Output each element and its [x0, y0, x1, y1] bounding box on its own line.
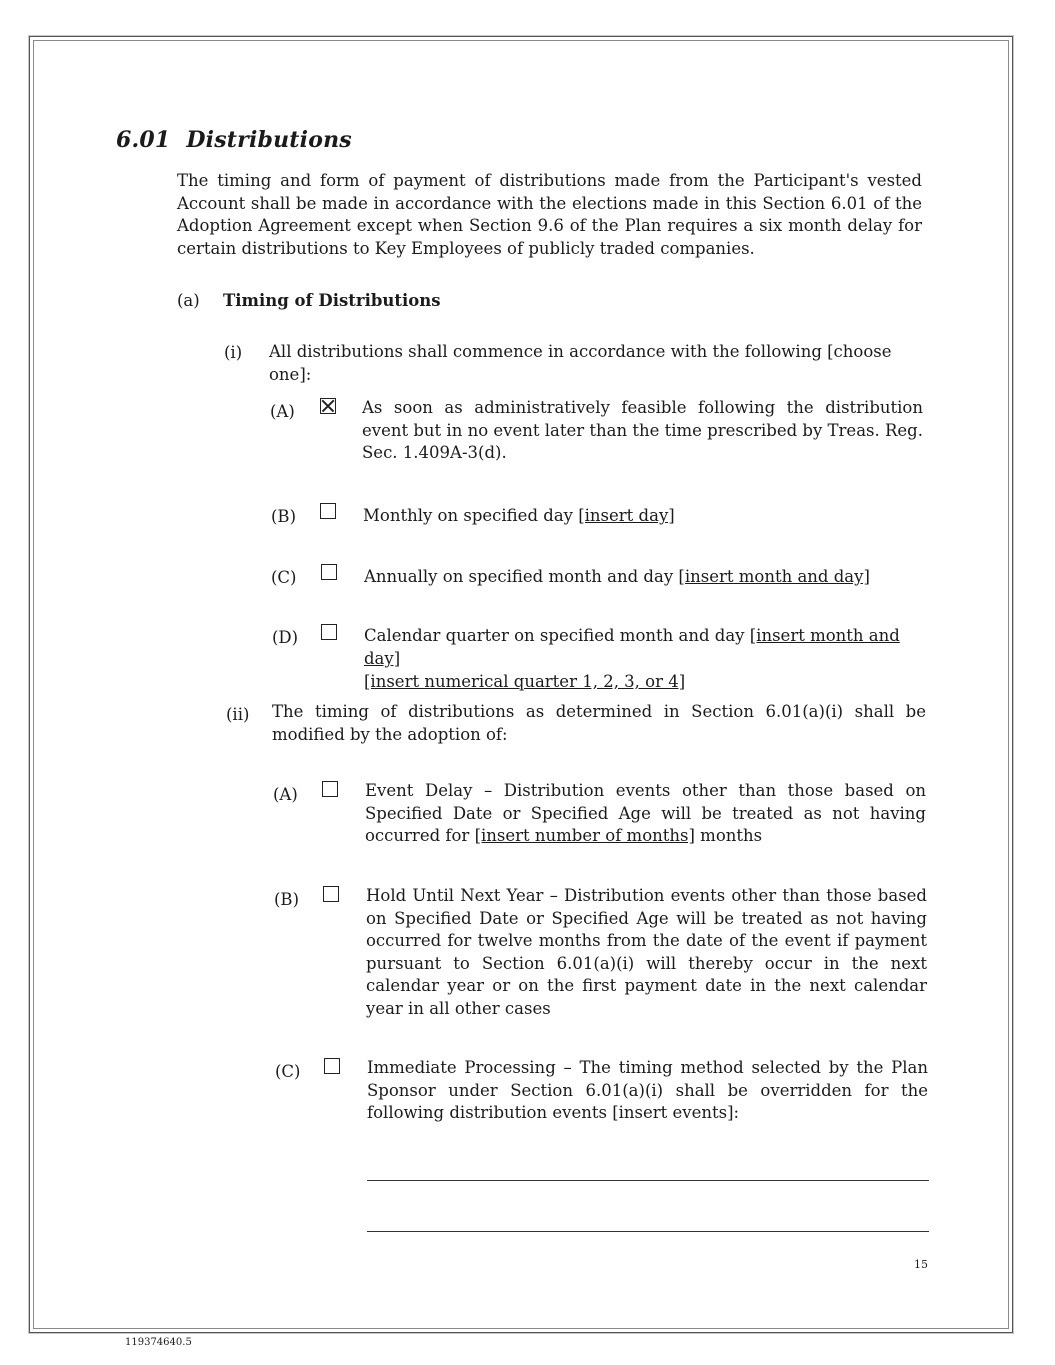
fill-in-line-1[interactable] — [367, 1180, 929, 1181]
option-ii-a-blank: [insert number of months] — [474, 826, 695, 845]
option-i-d-label: (D) — [272, 628, 299, 647]
option-i-d-blank2: [insert numerical quarter 1, 2, 3, or 4] — [364, 672, 686, 691]
option-ii-a-suffix: months — [694, 826, 763, 845]
option-i-a-checkbox[interactable] — [320, 398, 336, 414]
option-i-b-desc: Monthly on specified day — [363, 506, 579, 525]
option-i-d-text — [364, 624, 926, 693]
option-ii-b-text: Hold Until Next Year – Distribution events other than those based on Specified Date or Specified Age will be treated as not having occurred for twelve months from the date of the event if payment pursuant to Section 6.01(a)(i) will thereby occur in the next calendar year or on the first payment date in the next calendar year in all other cases — [366, 886, 927, 1018]
item-i-text: All distributions shall commence in accordance with the following [choose one]: — [269, 342, 892, 384]
item-ii-text: The timing of distributions as determined in Section 6.01(a)(i) shall be modified by the adoption of: — [272, 702, 926, 744]
option-i-d-desc: Calendar quarter on specified month and day — [364, 626, 750, 645]
option-ii-c-checkbox[interactable] — [324, 1058, 340, 1074]
section-title: Distributions — [186, 127, 352, 153]
option-i-c-label: (C) — [271, 568, 297, 587]
option-i-b-blank: [insert day] — [578, 506, 675, 525]
option-i-a-label: (A) — [270, 402, 295, 421]
option-ii-a-desc: Event Delay – Distribution events other than those based on Specified Date or Specified Age will be treated as not having occurred for — [365, 781, 926, 845]
option-ii-b-label: (B) — [274, 890, 299, 909]
option-ii-a-checkbox[interactable] — [322, 781, 338, 797]
subsection-a-title: Timing of Distributions — [223, 291, 441, 310]
document-id: 119374640.5 — [125, 1337, 192, 1348]
option-ii-c-label: (C) — [275, 1062, 301, 1081]
option-i-b-checkbox[interactable] — [320, 503, 336, 519]
option-i-a-text: As soon as administratively feasible following the distribution event but in no event later than the time prescribed by Treas. Reg. Sec. 1.409A-3(d). — [362, 398, 923, 462]
subsection-a-label: (a) — [177, 291, 200, 310]
fill-in-line-2[interactable] — [367, 1231, 929, 1232]
option-ii-a-label: (A) — [273, 785, 298, 804]
option-ii-c-text: Immediate Processing – The timing method selected by the Plan Sponsor under Section 6.01(a)(i) shall be overridden for the following distribution events [insert events]: — [367, 1058, 928, 1122]
intro-paragraph: The timing and form of payment of distributions made from the Participant's vested Account shall be made in accordance with the elections made in this Section 6.01 of the Adoption Agreement except when Section 9.6 of the Plan requires a six month delay for certain distributions to Key Employees of publicly traded companies. — [177, 171, 922, 258]
section-heading — [116, 127, 352, 153]
item-ii-label: (ii) — [226, 705, 250, 724]
section-number: 6.01 — [116, 127, 171, 153]
option-ii-b-checkbox[interactable] — [323, 886, 339, 902]
option-ii-a-text — [365, 780, 926, 848]
option-i-c-checkbox[interactable] — [321, 564, 337, 580]
page-number: 15 — [914, 1258, 928, 1271]
option-i-d-blank: [insert month and day] — [364, 626, 900, 668]
option-i-d-checkbox[interactable] — [321, 624, 337, 640]
option-i-c-blank: [insert month and day] — [678, 567, 870, 586]
option-i-c-text — [364, 565, 924, 588]
option-i-c-desc: Annually on specified month and day — [364, 567, 679, 586]
option-i-b-text — [363, 504, 923, 527]
item-i-label: (i) — [224, 343, 243, 362]
option-i-b-label: (B) — [271, 507, 296, 526]
